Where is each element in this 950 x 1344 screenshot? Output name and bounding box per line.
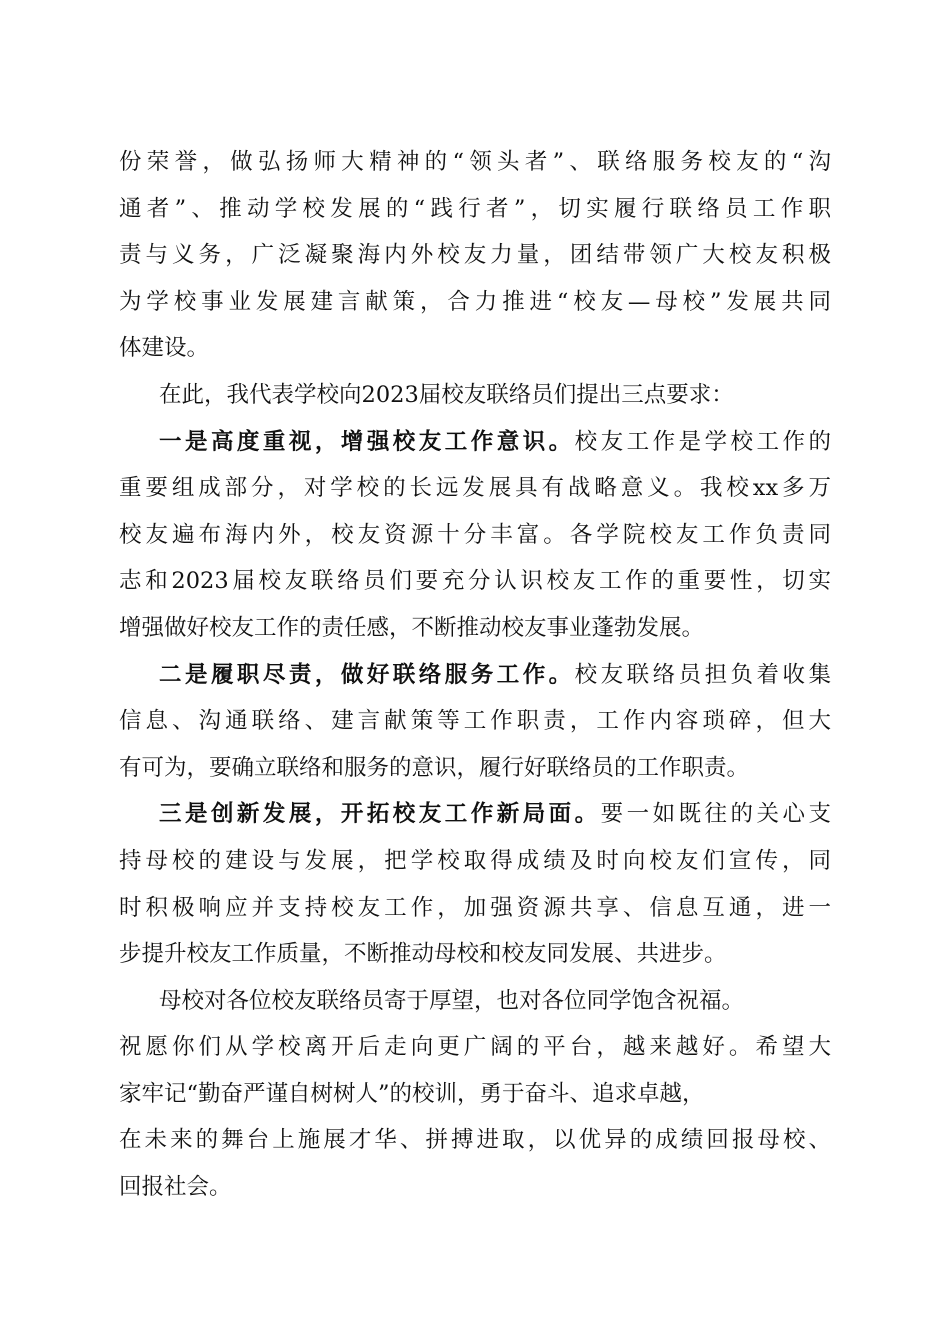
text-line: 通者”、推动学校发展的“践行者”，切实履行联络员工作职 xyxy=(119,195,831,222)
requirement-heading: 二是履职尽责，做好联络服务工作。 xyxy=(159,661,575,688)
text-line: 在此，我代表学校向2023届校友联络员们提出三点要求： xyxy=(159,381,734,408)
text-line xyxy=(119,791,831,838)
paragraph-intro xyxy=(119,372,831,419)
paragraph-continuation xyxy=(119,139,831,372)
text-line: 志和2023届校友联络员们要充分认识校友工作的重要性，切实 xyxy=(119,568,831,595)
text-line: 回报社会。 xyxy=(119,1174,232,1201)
text-line: 重要组成部分，对学校的长远发展具有战略意义。我校xx多万 xyxy=(119,475,831,502)
text-line: 持母校的建设与发展，把学校取得成绩及时向校友们宣传，同 xyxy=(119,847,831,874)
text-line: 责与义务，广泛凝聚海内外校友力量，团结带领广大校友积极 xyxy=(119,242,831,269)
text-line: 祝愿你们从学校离开后走向更广阔的平台，越来越好。希望大 xyxy=(119,1034,831,1061)
requirement-heading: 一是高度重视，增强校友工作意识。 xyxy=(159,428,575,455)
text-segment: 要一如既往的关心支 xyxy=(600,801,831,828)
paragraph-requirement-two xyxy=(119,652,831,792)
document-body xyxy=(119,139,831,1211)
text-line: 增强做好校友工作的责任感，不断推动校友事业蓬勃发展。 xyxy=(119,614,705,641)
requirement-heading: 三是创新发展，开拓校友工作新局面。 xyxy=(159,801,601,828)
text-line: 在未来的舞台上施展才华、拼搏进取，以优异的成绩回报母校、 xyxy=(119,1127,831,1154)
text-line: 为学校事业发展建言献策，合力推进“校友—母校”发展共同 xyxy=(119,288,831,315)
text-line: 时积极响应并支持校友工作，加强资源共享、信息互通，进一 xyxy=(119,894,831,921)
text-line: 校友遍布海内外，校友资源十分丰富。各学院校友工作负责同 xyxy=(119,521,831,548)
text-segment: 校友联络员担负着收集 xyxy=(574,661,831,688)
text-line: 份荣誉，做弘扬师大精神的“领头者”、联络服务校友的“沟 xyxy=(119,149,831,175)
text-line xyxy=(119,419,831,466)
text-line: 母校对各位校友联络员寄于厚望，也对各位同学饱含祝福。 xyxy=(159,987,745,1014)
text-line: 体建设。 xyxy=(119,335,210,362)
text-line: 信息、沟通联络、建言献策等工作职责，工作内容琐碎，但大 xyxy=(119,708,831,735)
paragraph-requirement-one xyxy=(119,419,831,652)
paragraph-closing xyxy=(119,978,831,1211)
text-line: 家牢记“勤奋严谨自树树人”的校训，勇于奋斗、追求卓越， xyxy=(119,1080,705,1107)
text-line xyxy=(119,652,831,699)
text-line: 步提升校友工作质量，不断推动母校和校友同发展、共进步。 xyxy=(119,941,727,968)
text-line: 有可为，要确立联络和服务的意识，履行好联络员的工作职责。 xyxy=(119,754,750,781)
text-segment: 校友工作是学校工作的 xyxy=(574,428,831,455)
paragraph-requirement-three xyxy=(119,791,831,977)
